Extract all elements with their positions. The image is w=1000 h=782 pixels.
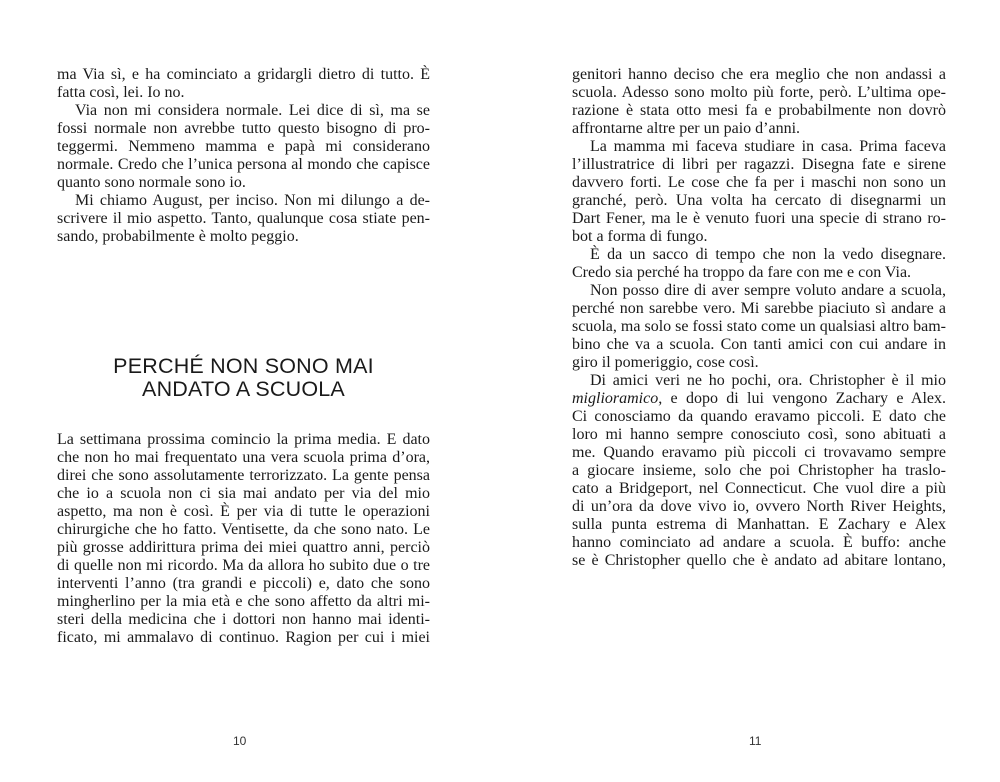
text-line: normale. Credo che l’unica persona al mondo che capisce: [57, 156, 430, 173]
text-line: fossi normale non avrebbe tutto questo bisogno di pro-: [57, 120, 430, 137]
left-page-bottom-text: [57, 431, 430, 647]
italic-word: miglioramico: [572, 390, 659, 407]
text-line: più grosse addirittura prima dei miei quattro anni, perciò: [57, 539, 430, 556]
text-line: sulla punta estrema di Manhattan. E Zachary e Alex: [572, 516, 946, 533]
left-page: [57, 0, 430, 782]
text-line: fatta così, lei. Io no.: [57, 84, 185, 101]
text-line: mingherlino per la mia età e che sono affetto da altri mi-: [57, 593, 430, 610]
text-line: l’illustratrice di libri per ragazzi. Disegna fate e sirene: [572, 156, 946, 173]
text-line: giro il pomeriggio, cose così.: [572, 354, 759, 371]
text-line: direi che sono assolutamente terrorizzato. La gente pensa: [57, 467, 430, 484]
text-line: di un’ora da dove vivo io, ovvero North River Heights,: [572, 498, 946, 515]
text-line: [572, 390, 946, 408]
text-line: che io a scuola non ci sia mai andato per via del mio: [57, 485, 430, 502]
page-number: 11: [749, 734, 762, 748]
text-line: steri della medicina che i dottori non hanno mai identi-: [57, 611, 430, 628]
text-line: La settimana prossima comincio la prima media. E dato: [57, 431, 430, 448]
text-line: di quelle non mi ricordo. Ma da allora ho subito due o tre: [57, 557, 430, 574]
text-line: scuola, ma solo se fossi stato come un qualsiasi altro bam-: [572, 318, 946, 335]
text-fragment: , e dopo di lui vengono Zachary e Alex.: [658, 390, 946, 407]
text-line: ma Via sì, e ha cominciato a gridargli dietro di tutto. È: [57, 66, 430, 83]
text-line: Non posso dire di aver sempre voluto andare a scuola,: [590, 282, 946, 299]
left-page-top-text: [57, 66, 430, 246]
right-page: [572, 0, 946, 782]
text-line: razione è stata otto mesi fa e probabilmente non dovrò: [572, 102, 946, 119]
text-line: bino che va a scuola. Con tanti amici con cui andare in: [572, 336, 946, 353]
chapter-title-line-2: ANDATO A SCUOLA: [142, 377, 345, 401]
text-line: hanno cominciato ad andare a scuola. È buffo: anche: [572, 534, 946, 551]
text-line: scuola. Adesso sono molto più forte, però. L’ultima ope-: [572, 84, 946, 101]
chapter-title-line-1: PERCHÉ NON SONO MAI: [113, 354, 374, 378]
chapter-title: [57, 355, 430, 401]
text-line: a giocare insieme, solo che poi Christopher ha traslo-: [572, 462, 946, 479]
text-line: aspetto, ma non è così. È per via di tutte le operazioni: [57, 503, 430, 520]
text-line: Di amici veri ne ho pochi, ora. Christopher è il mio: [590, 372, 946, 389]
text-line: bot a forma di fungo.: [572, 228, 708, 245]
text-line: ficato, mi ammalavo di continuo. Ragion per cui i miei: [57, 629, 430, 646]
text-line: se è Christopher quello che è andato ad abitare lontano,: [572, 552, 946, 569]
text-line: sando, probabilmente è molto peggio.: [57, 228, 299, 245]
text-line: Ci conosciamo da quando eravamo piccoli. E dato che: [572, 408, 946, 425]
text-line: scrivere il mio aspetto. Tanto, qualunque cosa stiate pen-: [57, 210, 430, 227]
text-line: È da un sacco di tempo che non la vedo disegnare.: [590, 246, 946, 263]
text-line: chirurgiche che ho fatto. Ventisette, da che sono nato. Le: [57, 521, 430, 538]
page-number: 10: [233, 734, 247, 748]
text-line: quanto sono normale sono io.: [57, 174, 246, 191]
text-line: Dart Fener, ma le è venuto fuori una specie di strano ro-: [572, 210, 946, 227]
text-line: teggermi. Nemmeno mamma e papà mi considerano: [57, 138, 430, 155]
text-line: cato a Bridgeport, nel Connecticut. Che vuol dire a più: [572, 480, 946, 497]
right-page-text: [572, 66, 946, 570]
text-line: Credo sia perché ha troppo da fare con me e con Via.: [572, 264, 912, 281]
text-line: genitori hanno deciso che era meglio che non andassi a: [572, 66, 946, 83]
text-line: affrontarne altre per un paio d’anni.: [572, 120, 801, 137]
text-line: La mamma mi faceva studiare in casa. Prima faceva: [590, 138, 946, 155]
text-line: Mi chiamo August, per inciso. Non mi dilungo a de-: [75, 192, 430, 209]
text-line: loro mi hanno sempre conosciuto così, sono abituati a: [572, 426, 946, 443]
text-line: che non ho mai frequentato una vera scuola prima d’ora,: [57, 449, 430, 466]
text-line: perché non sarebbe vero. Mi sarebbe piaciuto sì andare a: [572, 300, 946, 317]
text-line: interventi l’anno (tra grandi e piccoli) e, dato che sono: [57, 575, 430, 592]
text-line: Via non mi considera normale. Lei dice di sì, ma se: [75, 102, 430, 119]
text-line: granché, però. Una volta ha cercato di disegnarmi un: [572, 192, 946, 209]
text-line: me. Quando eravamo più piccoli ci trovavamo sempre: [572, 444, 946, 461]
text-line: davvero forti. Le cose che fa per i maschi non sono un: [572, 174, 946, 191]
